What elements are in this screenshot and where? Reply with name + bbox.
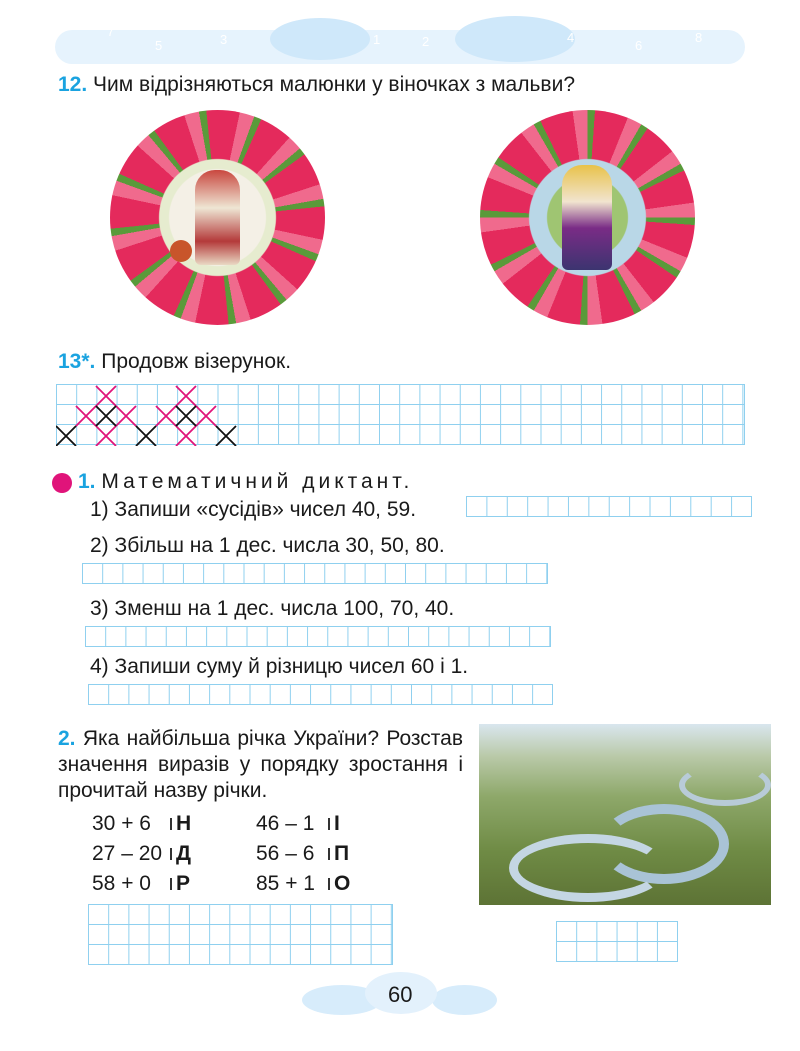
task12-number: 12. bbox=[58, 73, 88, 96]
expression-row-2 bbox=[92, 841, 191, 867]
page-number: 60 bbox=[388, 982, 413, 1007]
expression-letter: П bbox=[334, 842, 350, 865]
separator-icon bbox=[170, 878, 172, 890]
woman-figure-image bbox=[195, 170, 240, 265]
separator-icon bbox=[170, 848, 172, 860]
header-digit: 8 bbox=[695, 30, 703, 45]
task2-number: 2. bbox=[58, 727, 76, 750]
river-name-grid[interactable] bbox=[556, 921, 678, 962]
expression-letter: О bbox=[334, 872, 351, 895]
expression: 46 – 1 bbox=[256, 812, 315, 835]
expression-letter: Н bbox=[176, 812, 192, 835]
dictation-number: 1. bbox=[78, 470, 96, 493]
separator-icon bbox=[328, 848, 330, 860]
separator-icon bbox=[328, 818, 330, 830]
task13-heading bbox=[58, 349, 291, 375]
expression-letter: Р bbox=[176, 872, 191, 895]
separator-icon bbox=[328, 878, 330, 890]
header-digit: 1 bbox=[373, 32, 381, 47]
task12-text: Чим відрізняються малюнки у віночках з мальви? bbox=[93, 73, 576, 96]
header-digit: 4 bbox=[567, 30, 575, 45]
expression-row-2b bbox=[256, 841, 349, 867]
magenta-dot-icon bbox=[52, 473, 72, 493]
expression: 30 + 6 bbox=[92, 812, 151, 835]
dictation-item-4: 4) Запиши суму й різницю чисел 60 і 1. bbox=[90, 655, 469, 678]
header-digit: 7 bbox=[107, 24, 115, 39]
mallow-wreath-image-left bbox=[110, 110, 325, 325]
expression: 85 + 1 bbox=[256, 872, 315, 895]
answer-grid-3[interactable] bbox=[85, 626, 551, 647]
rooster-image bbox=[170, 240, 192, 262]
expression-row-1b bbox=[256, 811, 340, 837]
separator-icon bbox=[170, 818, 172, 830]
expression: 58 + 0 bbox=[92, 872, 151, 895]
cloud-icon bbox=[270, 18, 370, 60]
answer-grid-1[interactable] bbox=[466, 496, 752, 517]
header-digit: 2 bbox=[422, 34, 430, 49]
header-digit: 6 bbox=[635, 38, 643, 53]
task13-number: 13*. bbox=[58, 350, 96, 373]
answer-grid-4[interactable] bbox=[88, 684, 553, 705]
dictation-title: Математичний диктант. bbox=[101, 470, 414, 493]
dictation-item-3: 3) Зменш на 1 дес. числа 100, 70, 40. bbox=[90, 597, 455, 620]
cloud-icon bbox=[432, 985, 497, 1015]
task2-text: Яка найбільша річка України? Розстав значення виразів у порядку зростання і прочитай назву річки. bbox=[58, 727, 463, 802]
dictation-heading bbox=[78, 469, 413, 495]
cross-stitch-pattern bbox=[56, 384, 256, 446]
expression: 56 – 6 bbox=[256, 842, 315, 865]
river-photo-image bbox=[479, 724, 771, 905]
cloud-icon bbox=[455, 16, 575, 62]
expression-row-1 bbox=[92, 811, 191, 837]
dictation-item-1: 1) Запиши «сусідів» чисел 40, 59. bbox=[90, 498, 417, 521]
task12-heading bbox=[58, 72, 575, 98]
expression-letter: Д bbox=[176, 842, 191, 865]
header-digit: 5 bbox=[155, 38, 163, 53]
task2-work-grid[interactable] bbox=[88, 904, 393, 965]
expression: 27 – 20 bbox=[92, 842, 163, 865]
header-digit: 0 bbox=[396, 18, 404, 33]
expression-row-3 bbox=[92, 871, 190, 897]
expression-row-3b bbox=[256, 871, 350, 897]
task13-text: Продовж візерунок. bbox=[101, 350, 292, 373]
answer-grid-2[interactable] bbox=[82, 563, 548, 584]
woman-figure-image bbox=[562, 165, 612, 270]
mallow-wreath-image-right bbox=[480, 110, 695, 325]
header-digit: 3 bbox=[220, 32, 228, 47]
task2-text-block bbox=[58, 726, 463, 804]
expression-letter: І bbox=[334, 812, 340, 835]
header-cloud-band bbox=[55, 10, 755, 65]
dictation-item-2: 2) Збільш на 1 дес. числа 30, 50, 80. bbox=[90, 534, 445, 557]
